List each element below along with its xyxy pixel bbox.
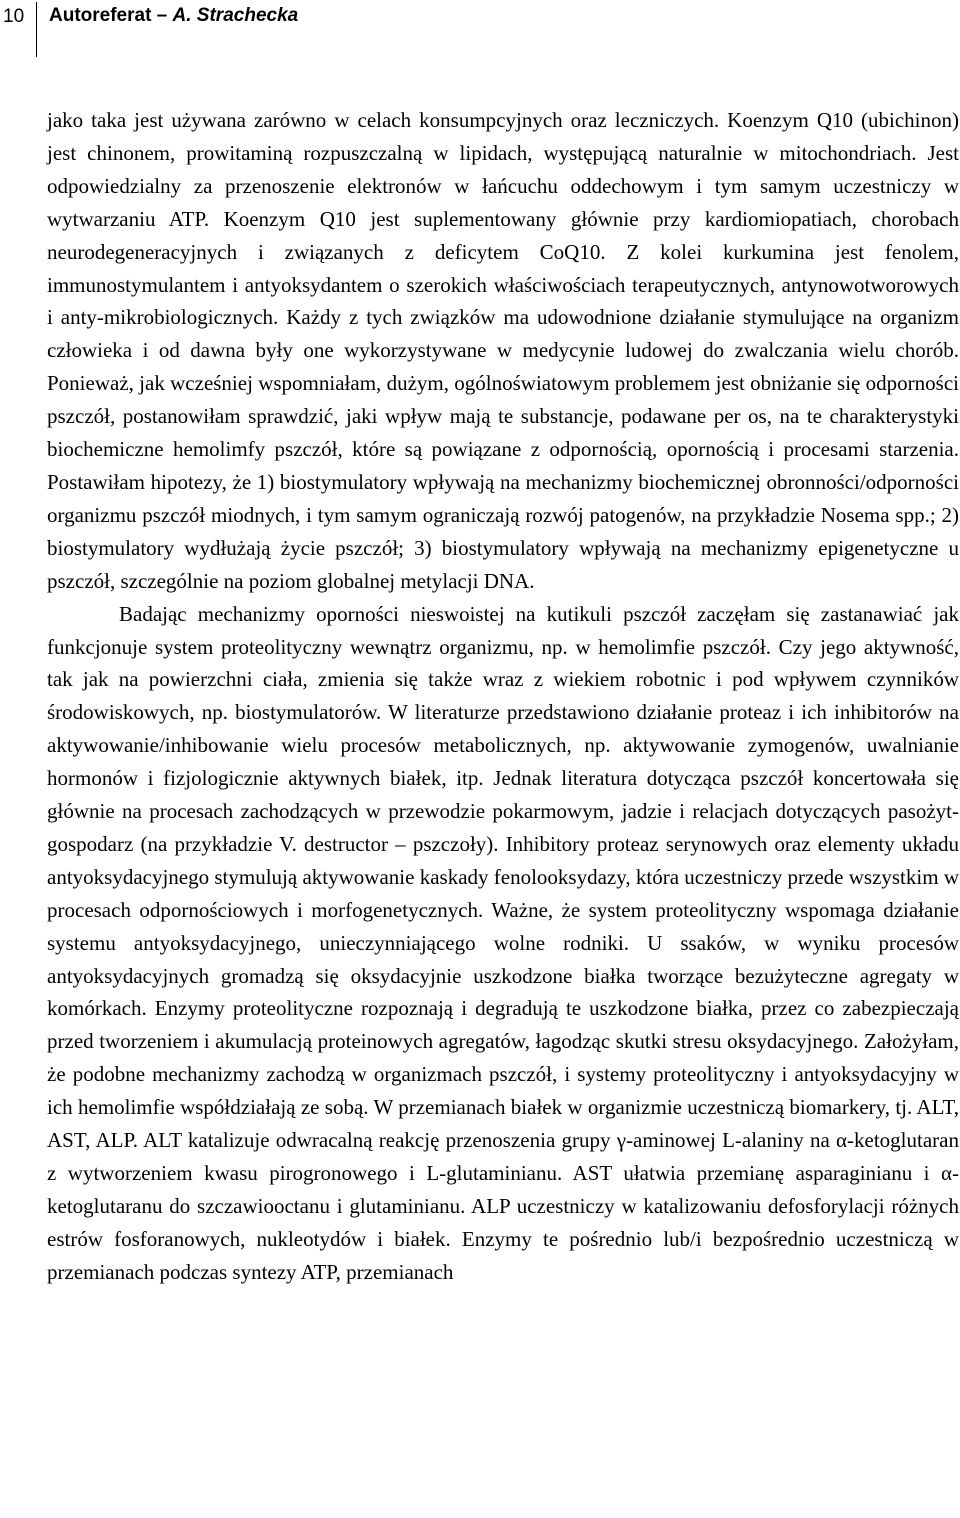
page-header: [0, 0, 960, 60]
body-text: [47, 104, 959, 1289]
page-number: 10: [3, 6, 25, 27]
running-title-author: A. Strachecka: [172, 5, 299, 26]
running-title-prefix: Autoreferat –: [49, 5, 173, 26]
running-title: [49, 5, 298, 27]
header-divider: [36, 2, 37, 57]
paragraph: Badając mechanizmy oporności nieswoistej na kutikuli pszczół zaczęłam się zastanawiać jak funkcjonuje system proteolityczny wewnątrz organizmu, np. w hemolimfie pszczół. Czy jego aktywność, tak jak na powierzchni ciała, zmienia się także wraz z wiekiem robotnic i pod wpływem czynników środowiskowych, np. biostymulatorów. W literaturze przedstawiono działanie proteaz i ich inhibitorów na aktywowanie/inhibowanie wielu procesów metabolicznych, np. aktywowanie zymogenów, uwalnianie hormonów i fizjologicznie aktywnych białek, itp. Jednak literatura dotycząca pszczół koncertowała się głównie na procesach zachodzących w przewodzie pokarmowym, jadzie i relacjach dotyczących pasożyt-gospodarz (na przykładzie V. destructor – pszczoły). Inhibitory proteaz serynowych oraz elementy układu antyoksydacyjnego stymulują aktywowanie kaskady fenolooksydazy, która uczestniczy przede wszystkim w procesach odpornościowych i morfogenetycznych. Ważne, że system proteolityczny wspomaga działanie systemu antyoksydacyjnego, unieczynniającego wolne rodniki. U ssaków, w wyniku procesów antyoksydacyjnych gromadzą się oksydacyjnie uszkodzone białka tworzące bezużyteczne agregaty w komórkach. Enzymy proteolityczne rozpoznają i degradują te uszkodzone białka, przez co zabezpieczają przed tworzeniem i akumulacją proteinowych agregatów, łagodząc skutki stresu oksydacyjnego. Założyłam, że podobne mechanizmy zachodzą w organizmach pszczół, i systemy proteolityczny i antyoksydacyjny w ich hemolimfie współdziałają ze sobą. W przemianach białek w organizmie uczestniczą biomarkery, tj. ALT, AST, ALP. ALT katalizuje odwracalną reakcję przenoszenia grupy γ-aminowej L-alaniny na α-ketoglutaran z wytworzeniem kwasu pirogronowego i L-glutaminianu. AST ułatwia przemianę asparaginianu i α-ketoglutaranu do szczawiooctanu i glutaminianu. ALP uczestniczy w katalizowaniu defosforylacji różnych estrów fosforanowych, nukleotydów i białek. Enzymy te pośrednio lub/i bezpośrednio uczestniczą w przemianach podczas syntezy ATP, przemianach: [47, 601, 959, 1284]
paragraph-continuation: jako taka jest używana zarówno w celach konsumpcyjnych oraz leczniczych. Koenzym Q10 (ubichinon) jest chinonem, prowitaminą rozpuszczalną w lipidach, występującą naturalnie w mitochondriach. Jest odpowiedzialny za przenoszenie elektronów w łańcuchu oddechowym i tym samym uczestniczy w wytwarzaniu ATP. Koenzym Q10 jest suplementowany głównie przy kardiomiopatiach, chorobach neurodegeneracyjnych i związanych z deficytem CoQ10. Z kolei kurkumina jest fenolem, immunostymulantem i antyoksydantem o szerokich właściwościach terapeutycznych, antynowotworowych i anty-mikrobiologicznych. Każdy z tych związków ma udowodnione działanie stymulujące na organizm człowieka i od dawna były one wykorzystywane w medycynie ludowej do zwalczania wielu chorób. Ponieważ, jak wcześniej wspomniałam, dużym, ogólnoświatowym problemem jest obniżanie się odporności pszczół, postanowiłam sprawdzić, jaki wpływ mają te substancje, podawane per os, na te charakterystyki biochemiczne hemolimfy pszczół, które są powiązane z odpornością, opornością i procesami starzenia. Postawiłam hipotezy, że 1) biostymulatory wpływają na mechanizmy biochemicznej obronności/odporności organizmu pszczół miodnych, i tym samym ograniczają rozwój patogenów, na przykładzie Nosema spp.; 2) biostymulatory wydłużają życie pszczół; 3) biostymulatory wpływają na mechanizmy epigenetyczne u pszczół, szczególnie na poziom globalnej metylacji DNA.: [47, 108, 959, 593]
